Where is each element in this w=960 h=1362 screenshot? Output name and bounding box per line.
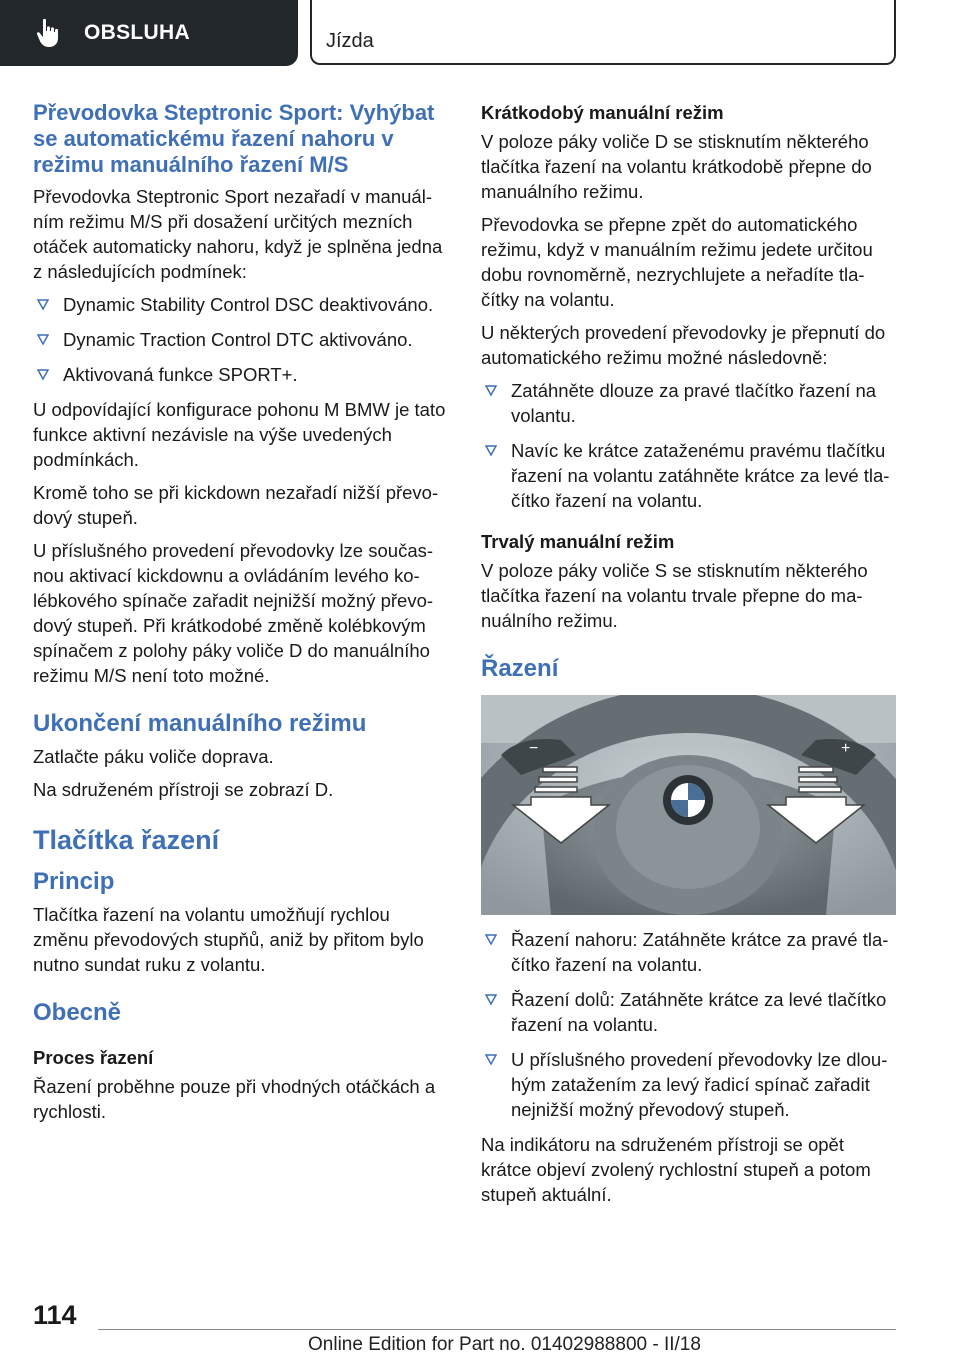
right-column xyxy=(481,100,896,1215)
paragraph-end-2: Na sdruženém přístroji se zobrazí D. xyxy=(33,779,334,800)
heading-general: Obecně xyxy=(33,999,122,1026)
plus-label: + xyxy=(841,740,851,757)
list-item xyxy=(481,927,896,977)
footer-edition: Online Edition for Part no. 01402988800 - II/18 xyxy=(308,1334,701,1355)
heading-end-manual: Ukončení manuálního režimu xyxy=(33,710,367,737)
triangle-bullet-icon xyxy=(485,934,497,946)
heading-permanent-manual: Trvalý manuální režim xyxy=(481,531,675,552)
paragraph-short-3: U některých provedení převodovky je přepnutí do automatického režimu možné následovně: xyxy=(481,322,886,368)
heading-process: Proces řazení xyxy=(33,1047,154,1068)
chapter-label: OBSLUHA xyxy=(84,21,190,44)
list-item-text: Řazení nahoru: Zatáhněte krátce za pravé tla-čítko řazení na volantu. xyxy=(511,929,889,975)
paragraph-principle: Tlačítka řazení na volantu umožňují rychlou změnu převodových stupňů, aniž by přitom bylo nutno sundat ruku z volantu. xyxy=(33,904,424,975)
list-item-text: Dynamic Traction Control DTC aktivováno. xyxy=(63,329,413,350)
list-item xyxy=(33,327,447,352)
list-item xyxy=(33,292,447,317)
paragraph-indicator: Na indikátoru na sdruženém přístroji se opět krátce objeví zvolený rychlostní stupeň a potom stupeň aktuální. xyxy=(481,1134,871,1205)
heading-principle: Princip xyxy=(33,868,115,895)
triangle-bullet-icon xyxy=(485,1054,497,1066)
triangle-bullet-icon xyxy=(37,369,49,381)
hand-pointer-icon xyxy=(32,16,66,50)
paragraph-process: Řazení proběhne pouze při vhodných otáčkách a rychlosti. xyxy=(33,1076,436,1122)
shifting-list xyxy=(481,927,896,1122)
list-item-text: Řazení dolů: Zatáhněte krátce za levé tlačítko řazení na volantu. xyxy=(511,989,887,1035)
heading-shifting: Řazení xyxy=(481,655,559,682)
heading-short-manual: Krátkodobý manuální režim xyxy=(481,102,724,123)
list-item-text: Navíc ke krátce zataženému pravému tlačítku řazení na volantu zatáhněte krátce za levé tla-čítko řazení na volantu. xyxy=(511,440,890,511)
page-number: 114 xyxy=(33,1300,77,1330)
bmw-logo-icon xyxy=(663,775,713,825)
list-item-text: U příslušného provedení převodovky lze dlou-hým zatažením za levý řadicí spínač zařadit nejnižší možný převodový stupeň. xyxy=(511,1049,888,1120)
left-column xyxy=(33,100,447,1132)
list-item xyxy=(481,1047,896,1122)
paragraph-short-2: Převodovka se přepne zpět do automatického režimu, když v manuálním režimu jedete určitou dobu rovnoměrně, nezrychlujete a neřadíte tla-čítky na volantu. xyxy=(481,214,873,310)
triangle-bullet-icon xyxy=(485,385,497,397)
paragraph-end-1: Zatlačte páku voliče doprava. xyxy=(33,746,274,767)
list-item-text: Zatáhněte dlouze za pravé tlačítko řazení na volantu. xyxy=(511,380,877,426)
paragraph-permanent: V poloze páky voliče S se stisknutím některého tlačítka řazení na volantu trvale přepne do ma-nuálního režimu. xyxy=(481,560,868,631)
list-item xyxy=(481,438,896,513)
list-item xyxy=(481,987,896,1037)
heading-shift-buttons: Tlačítka řazení xyxy=(33,825,220,855)
triangle-bullet-icon xyxy=(37,334,49,346)
steering-wheel-illustration xyxy=(481,695,896,915)
section-header xyxy=(310,0,896,65)
list-item xyxy=(481,378,896,428)
minus-label: − xyxy=(529,740,539,757)
paragraph-kickdown: Kromě toho se při kickdown nezařadí nižší převo-dový stupeň. xyxy=(33,482,439,528)
heading-steptronic: Převodovka Steptronic Sport: Vyhýbat se automatickému řazení nahoru v režimu manuálního řazení M/S xyxy=(33,100,435,177)
triangle-bullet-icon xyxy=(485,445,497,457)
paragraph-variant: U příslušného provedení převodovky lze součas-nou aktivací kickdownu a ovládáním levého ko-lébkového spínače zařadit nejnižší možný převo-dový stupeň. Při krátkodobé změně kolébkovým spínačem z polohy páky voliče D do manuálního režimu M/S není toto možné. xyxy=(33,540,434,686)
chapter-tab[interactable] xyxy=(0,0,298,66)
return-auto-list xyxy=(481,378,896,513)
paragraph-config: U odpovídající konfigurace pohonu M BMW je tato funkce aktivní nezávisle na výše uvedených podmínkách. xyxy=(33,399,446,470)
section-label: Jízda xyxy=(326,30,374,52)
triangle-bullet-icon xyxy=(37,299,49,311)
triangle-bullet-icon xyxy=(485,994,497,1006)
paragraph-short-1: V poloze páky voliče D se stisknutím některého tlačítka řazení na volantu krátkodobě přepne do manuálního režimu. xyxy=(481,131,872,202)
list-item-text: Dynamic Stability Control DSC deaktivováno. xyxy=(63,294,434,315)
list-item-text: Aktivovaná funkce SPORT+. xyxy=(63,364,298,385)
footer-divider xyxy=(98,1329,896,1330)
list-item xyxy=(33,362,447,387)
conditions-list xyxy=(33,292,447,387)
paragraph-intro: Převodovka Steptronic Sport nezařadí v manuál-ním režimu M/S při dosažení určitých mezních otáček automaticky nahoru, když je splněna jedna z následujících podmínek: xyxy=(33,186,443,282)
